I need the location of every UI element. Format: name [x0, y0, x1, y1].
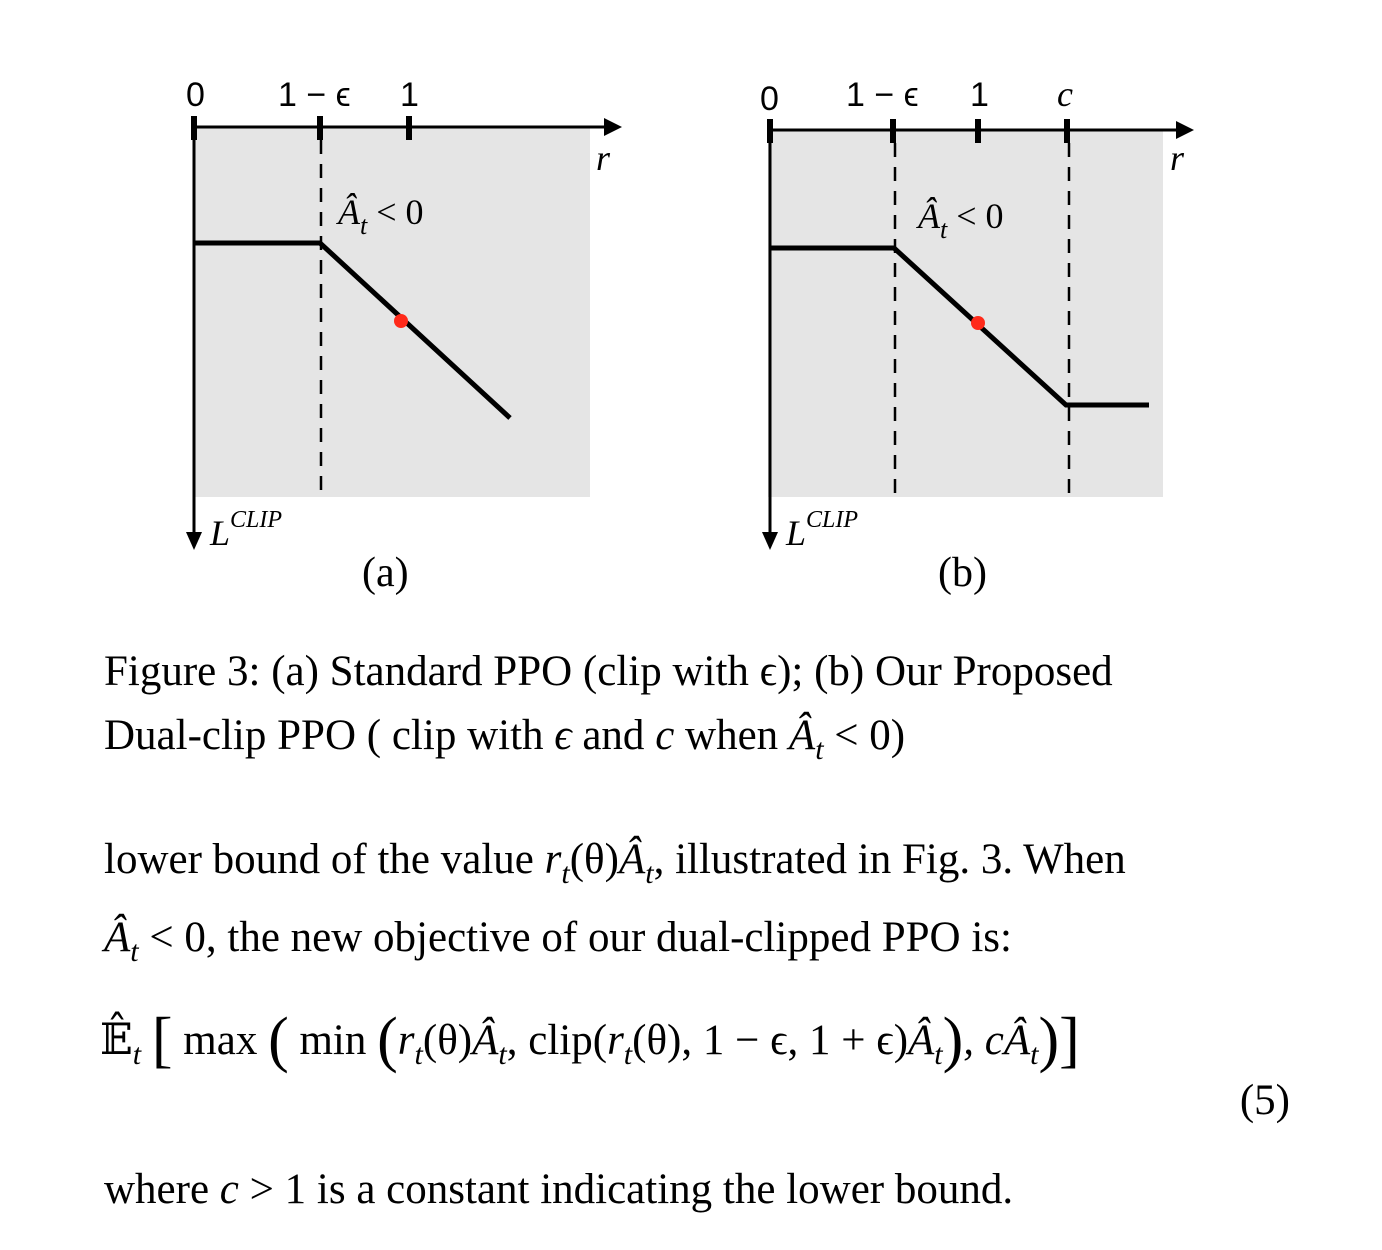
- panel-a-y-axis-label: $L^{CLIP}$: [210, 507, 283, 553]
- panel-b-y-axis-label: $L^{CLIP}$: [786, 507, 859, 553]
- panel-b-x-arrow: [1176, 121, 1194, 139]
- panel-a-x-arrow: [604, 118, 622, 136]
- figure-caption: [104, 640, 1294, 782]
- panel-b-tick-label-0: 0: [760, 80, 779, 118]
- panel-a-x-axis-label: r: [596, 138, 611, 178]
- panel-b-tick-label-1-eps: 1 − ϵ: [846, 76, 919, 114]
- panel-b-tick-label-1: 1: [970, 76, 989, 114]
- panel-a: [186, 76, 622, 596]
- panel-b-y-arrow: [762, 532, 778, 550]
- panel-a-tick-label-0: 0: [186, 76, 205, 114]
- body-paragraph-2: where c > 1 is a constant indicating the lower bound.: [104, 1166, 1014, 1213]
- panel-b-condition-label: $Â_t < 0$: [918, 196, 1004, 244]
- paragraph-1-line-2: $Â_t < 0$, the new objective of our dual-clipped PPO is:: [104, 914, 1012, 968]
- panel-a-condition-label: $Â_t < 0$: [338, 192, 424, 240]
- panel-a-marker: [394, 314, 408, 328]
- panel-b-caption: (b): [938, 550, 987, 596]
- equation-number: (5): [1239, 1077, 1290, 1124]
- panel-b-tick-label-c: c: [1057, 74, 1073, 114]
- panel-b: [760, 74, 1194, 596]
- figure-3-diagram: [0, 0, 1382, 620]
- panel-a-tick-label-1-eps: 1 − ϵ: [278, 76, 351, 114]
- paragraph-1-line-1: lower bound of the value $r_t(\theta)Â_t$, illustrated in Fig. 3. When: [104, 836, 1126, 890]
- panel-a-caption: (a): [362, 550, 409, 596]
- panel-a-y-arrow: [186, 532, 202, 550]
- panel-a-tick-label-1: 1: [400, 76, 419, 114]
- body-paragraph-1: [104, 828, 1294, 984]
- panel-b-marker: [971, 316, 985, 330]
- equation-5: $𝔼̂_t$ [ max ( $\min (r_t(\theta)Â_t$, $clip(r_t(\theta)$, 1 − ϵ, $1 + \epsilon)Â_t$), $cÂ_t$)]: [100, 1006, 1080, 1074]
- figure-3: [0, 0, 1382, 620]
- caption-line-2: Dual-clip PPO ( clip with ϵ and c when $Â_t < 0$): [104, 712, 906, 766]
- expectation-symbol: 𝔼̂: [100, 1017, 133, 1064]
- caption-line-1: Figure 3: (a) Standard PPO (clip with ϵ); (b) Our Proposed: [104, 648, 1113, 695]
- panel-b-x-axis-label: r: [1170, 138, 1185, 178]
